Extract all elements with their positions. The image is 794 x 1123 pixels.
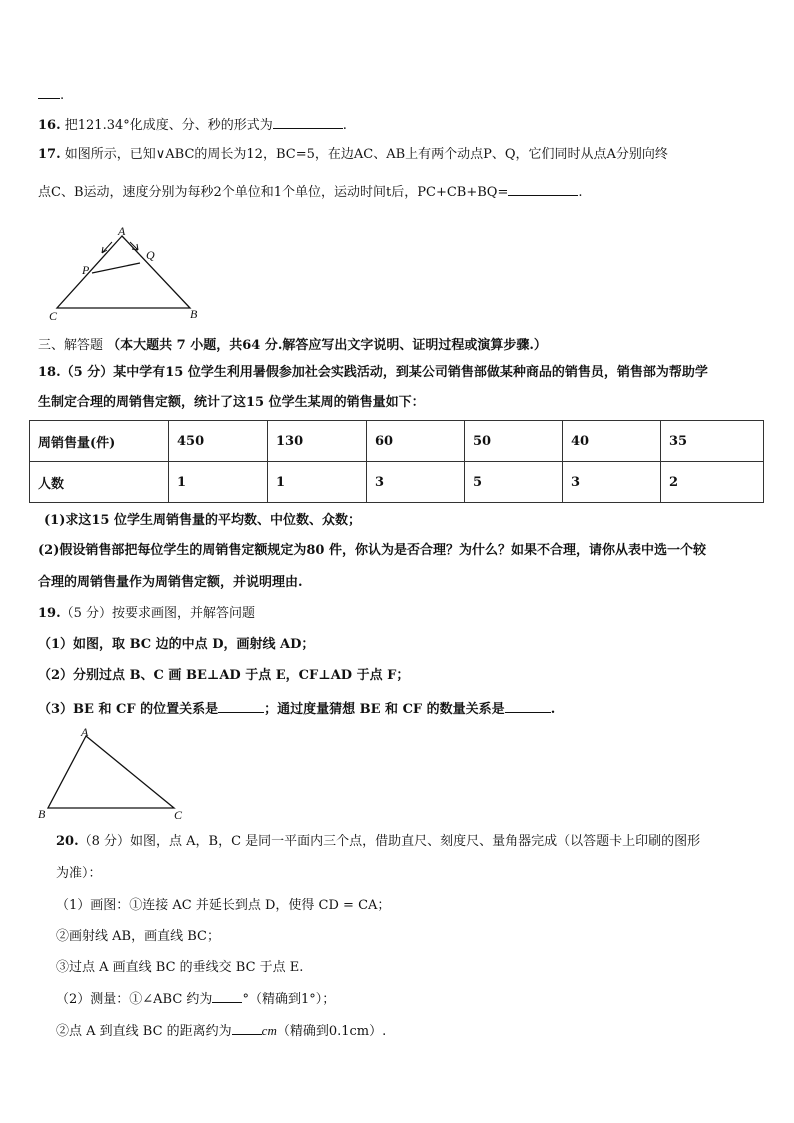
table-cell: 3 bbox=[367, 462, 465, 503]
question-18-part2-line2: 合理的周销售量作为周销售定额，并说明理由. bbox=[38, 575, 303, 590]
answer-blank bbox=[505, 698, 551, 713]
table-cell: 5 bbox=[465, 462, 563, 503]
question-20-p1-line1: （1）画图：①连接 AC 并延长到点 D，使得 CD = CA； bbox=[56, 898, 391, 913]
table-cell: 60 bbox=[367, 421, 465, 462]
question-18-part2-line1: (2)假设销售部把每位学生的周销售定额规定为80 件，你认为是否合理？为什么？如果不合理，请你从表中选一个较 bbox=[38, 543, 706, 558]
table-cell: 50 bbox=[465, 421, 563, 462]
table-row bbox=[30, 462, 764, 503]
question-text: 点C、B运动，速度分别为每秒2个单位和1个单位，运动时间t后，PC+CB+BQ= bbox=[38, 185, 509, 200]
answer-blank bbox=[508, 181, 578, 196]
table-cell: 3 bbox=[563, 462, 661, 503]
triangle-abc bbox=[57, 236, 190, 308]
triangle-figure-q17 bbox=[40, 222, 210, 326]
question-20-line2: 为准）： bbox=[56, 866, 102, 881]
question-text: （5 分）按要求画图，并解答问题 bbox=[60, 606, 256, 621]
question-number: 18. bbox=[38, 365, 61, 380]
section-heading bbox=[38, 336, 547, 356]
question-17-line2: 点C、B运动，速度分别为每秒2个单位和1个单位，运动时间t后，PC+CB+BQ= . bbox=[38, 181, 583, 203]
answer-blank bbox=[38, 84, 60, 99]
answer-blank bbox=[232, 1020, 262, 1035]
label-c: C bbox=[49, 309, 58, 323]
table-row bbox=[30, 421, 764, 462]
table-cell: 1 bbox=[268, 462, 367, 503]
question-number: 16. bbox=[38, 118, 61, 133]
question-number: 17. bbox=[38, 147, 61, 162]
question-text: （8 分）如图，点 A，B，C 是同一平面内三个点，借助直尺、刻度尺、量角器完成（以答题卡上印刷的图形 bbox=[78, 834, 701, 849]
table-header-cell: 人数 bbox=[30, 462, 169, 503]
question-number: 20. bbox=[56, 834, 79, 849]
table-header-cell: 周销售量(件) bbox=[30, 421, 169, 462]
question-text: 把121.34°化成度、分、秒的形式为 bbox=[64, 118, 273, 133]
question-19-step2: （2）分别过点 B、C 画 BE⊥AD 于点 E，CF⊥AD 于点 F； bbox=[38, 668, 410, 683]
question-19-intro bbox=[38, 604, 255, 624]
top-fragment: . bbox=[38, 84, 64, 106]
question-18-line2 bbox=[38, 393, 425, 413]
question-20-p2: （2）测量：①∠ABC 约为 °（精确到1°）； bbox=[56, 988, 335, 1010]
label-p: P bbox=[82, 263, 90, 277]
question-16: 16. 把121.34°化成度、分、秒的形式为 . bbox=[38, 114, 347, 136]
question-17-line1 bbox=[38, 145, 668, 165]
question-18-line1 bbox=[38, 363, 708, 383]
answer-blank bbox=[273, 114, 343, 129]
section-title: 三、解答题 bbox=[38, 338, 104, 353]
question-20-p1-line2: ②画射线 AB，画直线 BC； bbox=[56, 929, 220, 944]
label-b: B bbox=[190, 307, 198, 321]
label-a: A bbox=[118, 224, 126, 238]
question-20-p1-line3: ③过点 A 画直线 BC 的垂线交 BC 于点 E. bbox=[56, 960, 304, 975]
question-number: 19. bbox=[38, 606, 61, 621]
question-19-step1: （1）如图，取 BC 边的中点 D，画射线 AD； bbox=[38, 637, 315, 652]
question-20-line1 bbox=[56, 832, 700, 852]
label-b: B bbox=[38, 807, 46, 821]
label-c: C bbox=[174, 808, 183, 822]
table-cell: 40 bbox=[563, 421, 661, 462]
table-cell: 1 bbox=[169, 462, 268, 503]
answer-blank bbox=[218, 698, 264, 713]
table-cell: 130 bbox=[268, 421, 367, 462]
triangle-figure-q19 bbox=[34, 724, 194, 824]
answer-blank bbox=[212, 988, 242, 1003]
table-cell: 2 bbox=[661, 462, 764, 503]
question-text: 生制定合理的周销售定额，统计了这15 位学生某周的销售量如下： bbox=[38, 395, 425, 410]
label-a: A bbox=[81, 725, 89, 739]
table-cell: 35 bbox=[661, 421, 764, 462]
section-note: （本大题共 7 小题，共64 分.解答应写出文字说明、证明过程或演算步骤.） bbox=[107, 338, 547, 353]
sales-table bbox=[29, 420, 764, 503]
question-18-part1: (1)求这15 位学生周销售量的平均数、中位数、众数； bbox=[44, 513, 361, 528]
question-text: （5 分）某中学有15 位学生利用暑假参加社会实践活动，到某公司销售部做某种商品的销售员，销售部为帮助学 bbox=[60, 365, 708, 380]
arrow-toward-c-icon bbox=[102, 242, 112, 253]
label-q: Q bbox=[146, 248, 155, 262]
triangle-abc bbox=[48, 736, 174, 808]
question-text: 如图所示，已知∨ABC的周长为12，BC=5，在边AC、AB上有两个动点P、Q，它们同时从点A分别向终 bbox=[64, 147, 668, 162]
question-19-step3: （3）BE 和 CF 的位置关系是 ；通过度量猜想 BE 和 CF 的数量关系是 . bbox=[38, 698, 555, 720]
segment-pq bbox=[92, 263, 140, 273]
question-20-p3: ②点 A 到直线 BC 的距离约为 cm（精确到0.1cm）. bbox=[56, 1020, 386, 1042]
table-cell: 450 bbox=[169, 421, 268, 462]
